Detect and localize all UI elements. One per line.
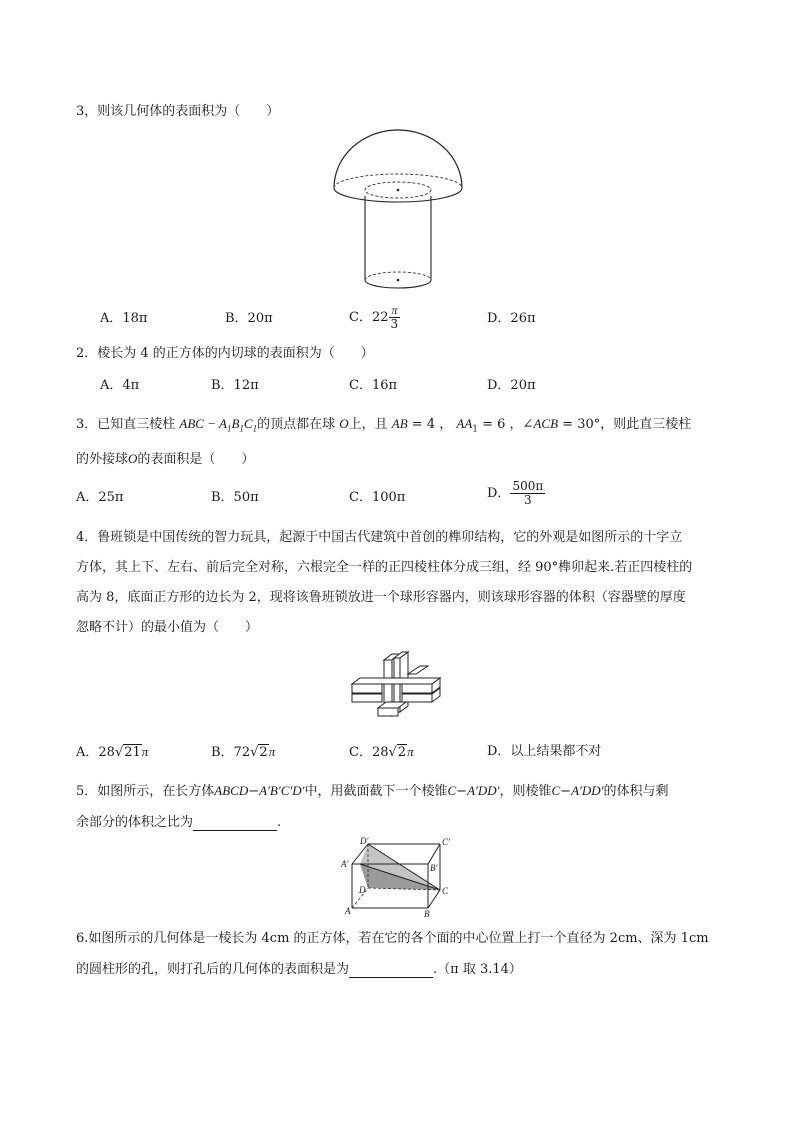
q5-text-a: 5．如图所示，在长方体 (76, 784, 215, 799)
q3-text-b: 的顶点都在球 (257, 417, 336, 432)
q4-option-a: A．28√21π (76, 744, 149, 760)
label-c-prime: C′ (442, 837, 450, 847)
question-6-line-2 (76, 962, 522, 978)
fraction-denominator: 3 (524, 493, 532, 507)
q3-option-a: A．25π (76, 490, 124, 505)
q5-text-e: 余部分的体积之比为 (76, 815, 194, 830)
q3-text-a: 3．已知直三棱柱 (76, 417, 176, 432)
question-stem: 3，则该几何体的表面积为（ ） (76, 104, 280, 119)
fraction-denominator: 3 (390, 317, 399, 331)
mushroom-solid-figure (328, 128, 468, 294)
question-5-line-2 (76, 815, 281, 831)
luban-lock-figure (348, 648, 444, 728)
cuboid-figure (338, 836, 456, 920)
q3-text-e: 的外接球 (76, 452, 129, 467)
q3-text-d: ，则此直三棱柱 (600, 417, 692, 432)
question-2-stem: 2．棱长为 4 的正方体的内切球的表面积为（ ） (76, 346, 374, 361)
option-a: A．18π (100, 311, 148, 326)
label-b: B (424, 909, 430, 919)
q3-option-b: B．50π (211, 490, 259, 505)
option-c-text: C．22 (349, 310, 389, 325)
q3-option-d (487, 480, 545, 507)
q4-option-b-text: B．72 (211, 745, 251, 760)
question-4-line-2: 方体，其上下、左右、前后完全对称，六根完全一样的正四棱柱体分成三组，经 90°榫卯起来.若正四棱柱的 (76, 560, 693, 575)
question-5-line-1: 5．如图所示，在长方体ABCD−A′B′C′D′中，用截面截下一个棱锥C−A′DD′，则棱锥C−A′DD′的体积与剩 (76, 783, 669, 799)
prism-name: ABC − $A_1B_1C_1$ (179, 416, 258, 434)
q2-option-d: D．20π (487, 378, 536, 393)
sphere-o: O (339, 416, 349, 431)
q2-option-b: B．12π (211, 378, 259, 393)
ab-equation: AB (391, 416, 408, 431)
q6-text-end: .（π 取 3.14） (433, 962, 522, 977)
label-d-prime: D′ (360, 836, 369, 846)
fraction-numerator: 500π (512, 479, 544, 493)
sqrt-2: √2 (388, 745, 407, 760)
question-3-line-2: 的外接球O的表面积是（ ） (76, 451, 255, 467)
q2-option-c: C．16π (349, 378, 398, 393)
answer-blank[interactable] (349, 964, 433, 978)
option-d: D．26π (487, 311, 536, 326)
q4-option-d: D．以上结果都不对 (487, 744, 602, 759)
q3-option-c: C．100π (349, 490, 406, 505)
question-4-line-1: 4．鲁班锁是中国传统的智力玩具，起源于中国古代建筑中首创的榫卯结构，它的外观是如图所示的十字立 (76, 530, 683, 545)
q5-text-d: 的体积与剩 (603, 784, 669, 799)
q5-text-end: . (277, 815, 282, 830)
q4-option-c-text: C．28 (349, 745, 389, 760)
q4-option-b: B．72√2π (211, 744, 276, 760)
aa1-equation: AA (456, 416, 473, 431)
question-3-line-1: 3．已知直三棱柱 ABC − $A_1B_1C_1$的顶点都在球 O上，且 AB = 4 ， $AA_1 = 6$ ，∠ACB = 30°，则此直三棱柱 (76, 416, 692, 435)
q3-text-f: 的表面积是（ ） (137, 452, 255, 467)
q5-text-c: ，则棱锥 (499, 784, 552, 799)
label-a: A (345, 906, 351, 916)
q4-option-a-text: A．28 (76, 745, 115, 760)
q3-text-c: 上，且 (348, 417, 388, 432)
label-a-prime: A′ (341, 859, 349, 869)
label-d: D (359, 885, 366, 895)
q5-text-b: 中，用截面截下一个棱锥 (304, 784, 448, 799)
label-b-prime: B′ (430, 863, 438, 873)
q3-option-d-text: D． (487, 486, 511, 501)
q6-text-a: 的圆柱形的孔，则打孔后的几何体的表面积是为 (76, 962, 350, 977)
option-b: B．20π (225, 311, 273, 326)
question-4-line-3: 高为 8，底面正方形的边长为 2，现将该鲁班锁放进一个球形容器内，则该球形容器的体积（容器壁的厚度 (76, 590, 686, 605)
question-6-line-1: 6.如图所示的几何体是一棱长为 4cm 的正方体，若在它的各个面的中心位置上打一个直径为 2cm、深为 1cm (76, 931, 709, 946)
sqrt-2: √2 (250, 745, 268, 760)
answer-blank[interactable] (193, 817, 277, 831)
q4-option-c: C．28√2π (349, 744, 414, 760)
q2-option-a: A．4π (100, 378, 140, 393)
option-c (349, 304, 400, 331)
question-4-line-4: 忽略不计）的最小值为（ ） (76, 620, 259, 635)
fraction-numerator: π (389, 304, 401, 318)
sqrt-21: √21 (114, 745, 141, 760)
label-c: C (442, 886, 449, 896)
